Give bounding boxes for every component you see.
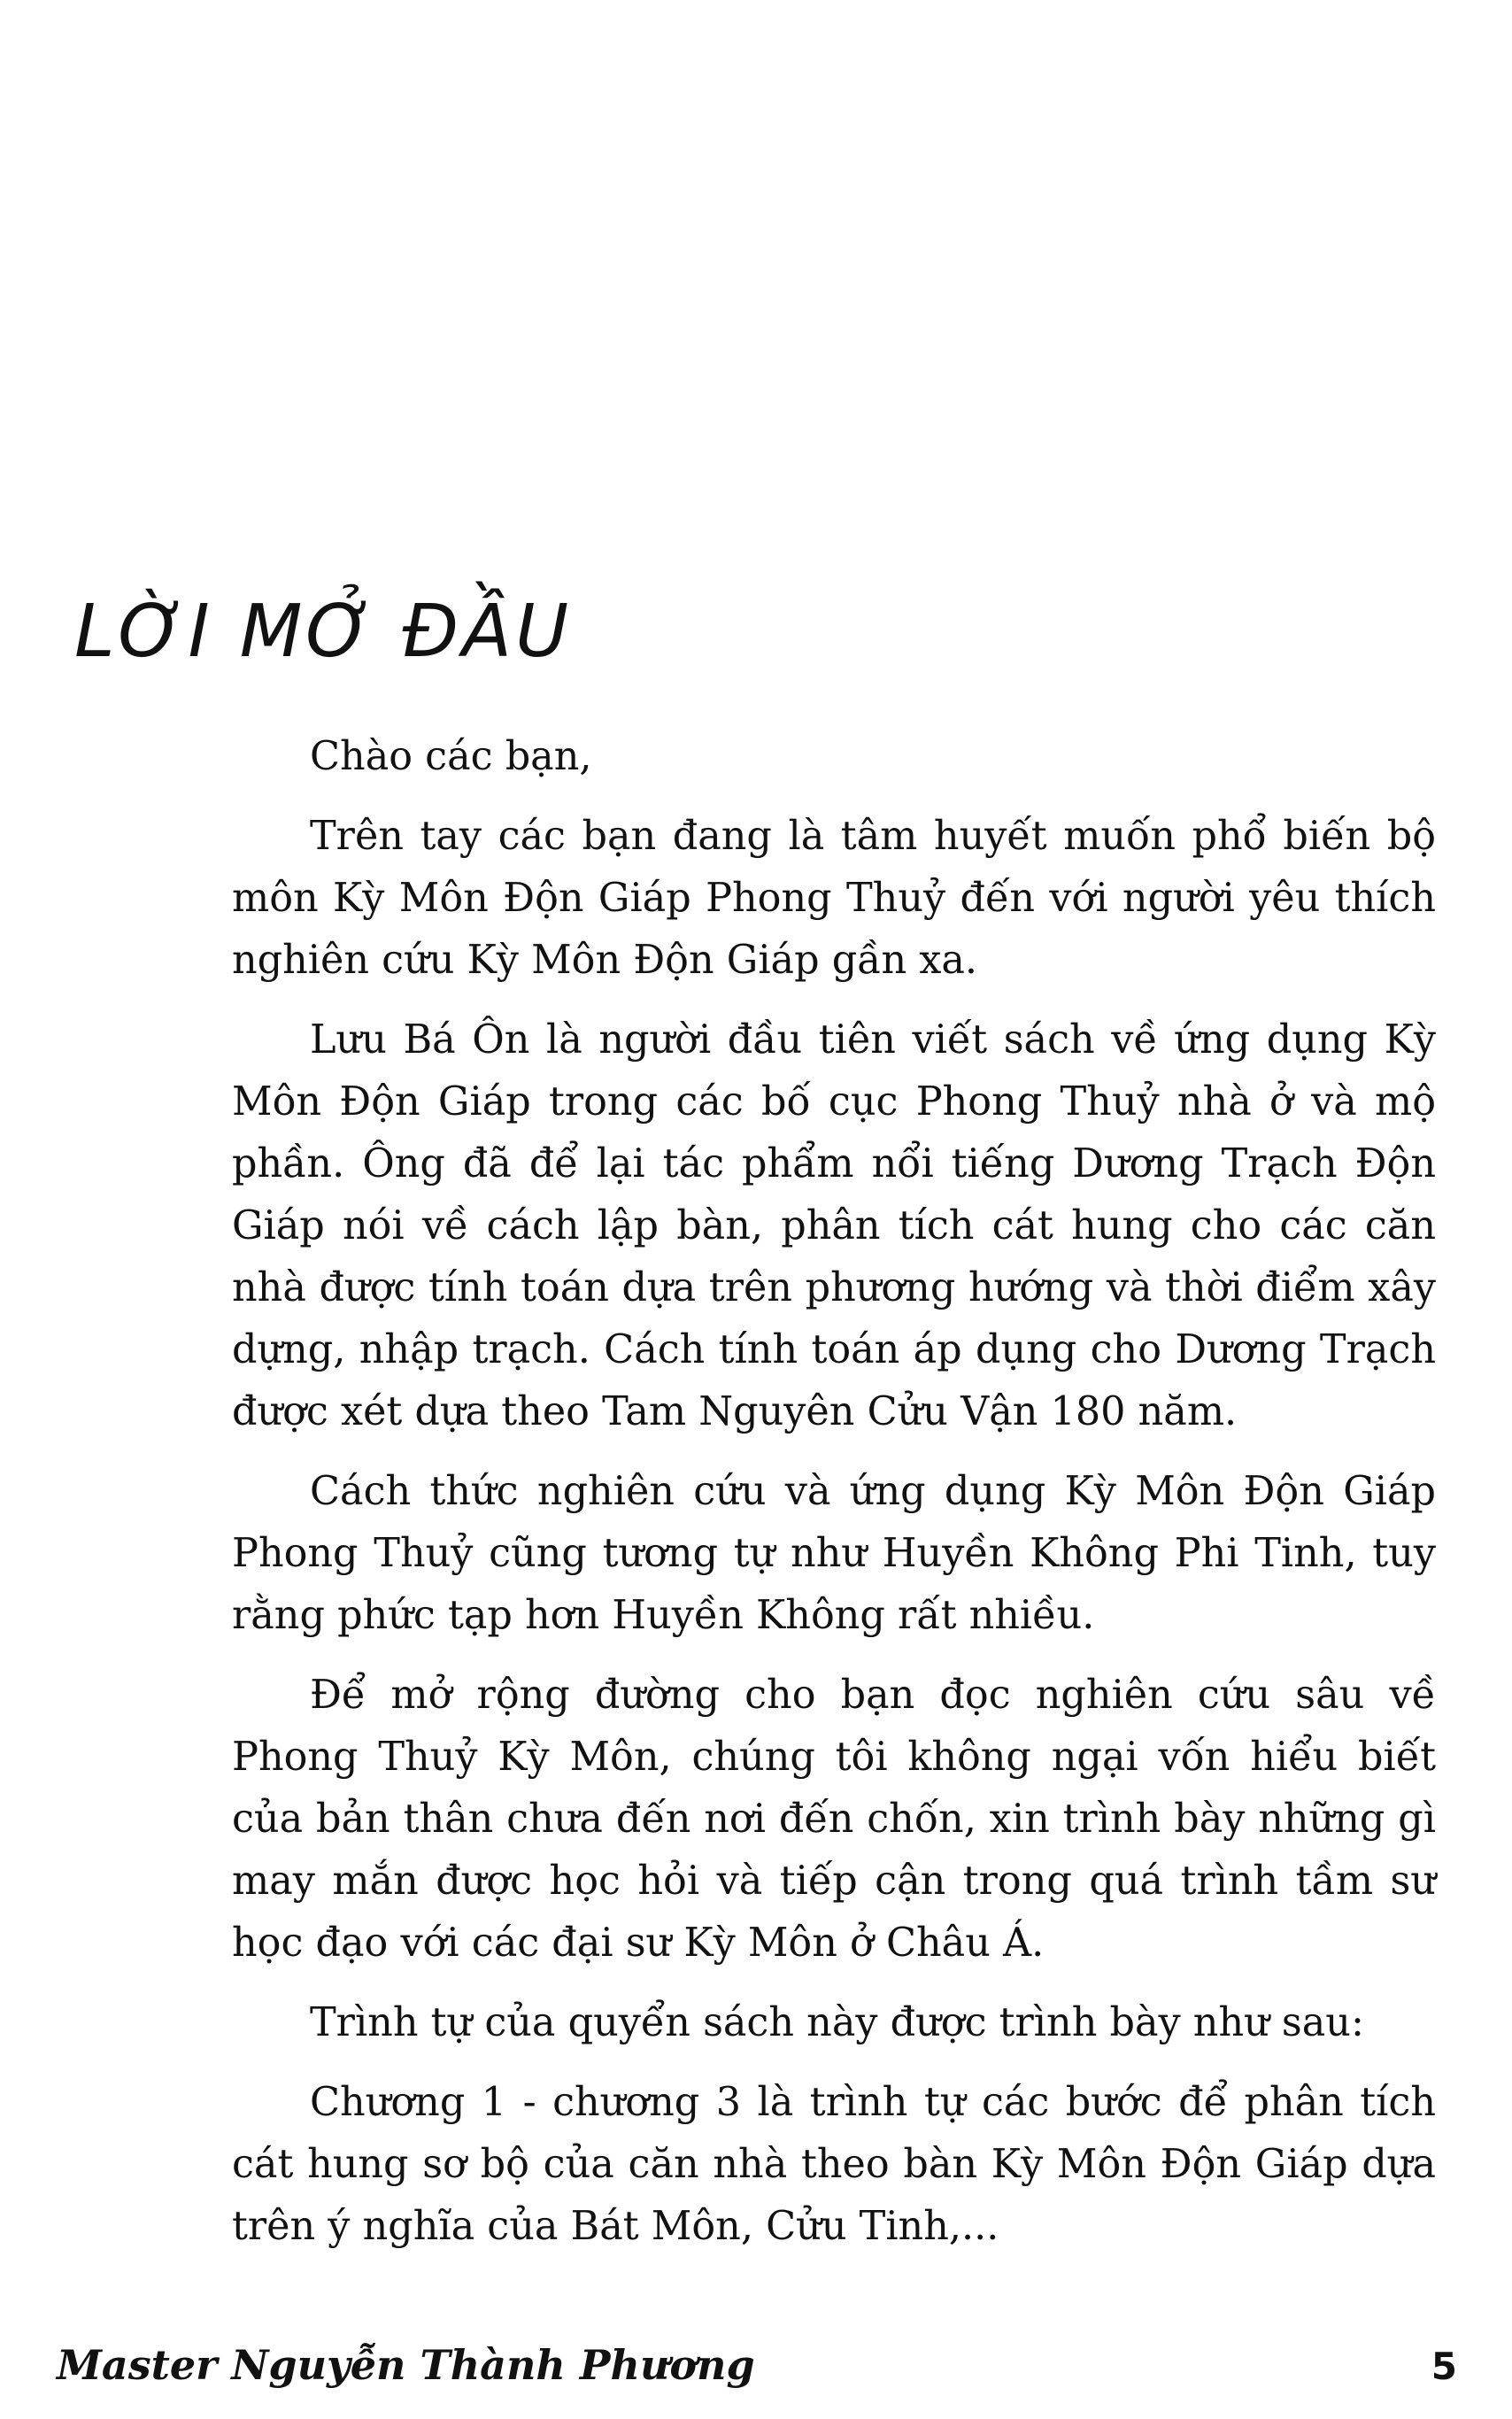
paragraph: Cách thức nghiên cứu và ứng dụng Kỳ Môn Độn Giáp Phong Thuỷ cũng tương tự như Huyền Không Phi Tinh, tuy rằng phức tạp hơn Huyền Không rất nhiều. [232,1469,1436,1638]
paragraph: Trên tay các bạn đang là tâm huyết muốn phổ biến bộ môn Kỳ Môn Độn Giáp Phong Thuỷ đến với người yêu thích nghiên cứu Kỳ Môn Độn Giáp gần xa. [232,814,1436,983]
paragraph: Chương 1 - chương 3 là trình tự các bước để phân tích cát hung sơ bộ của căn nhà theo bàn Kỳ Môn Độn Giáp dựa trên ý nghĩa của Bát Môn, Cửu Tinh,... [232,2080,1436,2249]
body-text [232,726,1436,2276]
paragraph: Để mở rộng đường cho bạn đọc nghiên cứu sâu về Phong Thuỷ Kỳ Môn, chúng tôi không ngại vốn hiểu biết của bản thân chưa đến nơi đến chốn, xin trình bày những gì may mắn được học hỏi và tiếp cận trong quá trình tầm sư học đạo với các đại sư Kỳ Môn ở Châu Á. [232,1673,1436,1966]
footer-author: Master Nguyễn Thành Phương [57,2341,755,2389]
page-number: 5 [1431,2345,1457,2388]
paragraph: Trình tự của quyển sách này được trình bày như sau: [310,2000,1364,2045]
paragraph: Lưu Bá Ôn là người đầu tiên viết sách về ứng dụng Kỳ Môn Độn Giáp trong các bố cục Phong Thuỷ nhà ở và mộ phần. Ông đã để lại tác phẩm nổi tiếng Dương Trạch Độn Giáp nói về cách lập bàn, phân tích cát hung cho các căn nhà được tính toán dựa trên phương hướng và thời điểm xây dựng, nhập trạch. Cách tính toán áp dụng cho Dương Trạch được xét dựa theo Tam Nguyên Cửu Vận 180 năm. [232,1017,1436,1434]
paragraph-greeting: Chào các bạn, [310,734,592,779]
chapter-heading: LỜI MỞ ĐẦU [74,589,573,674]
